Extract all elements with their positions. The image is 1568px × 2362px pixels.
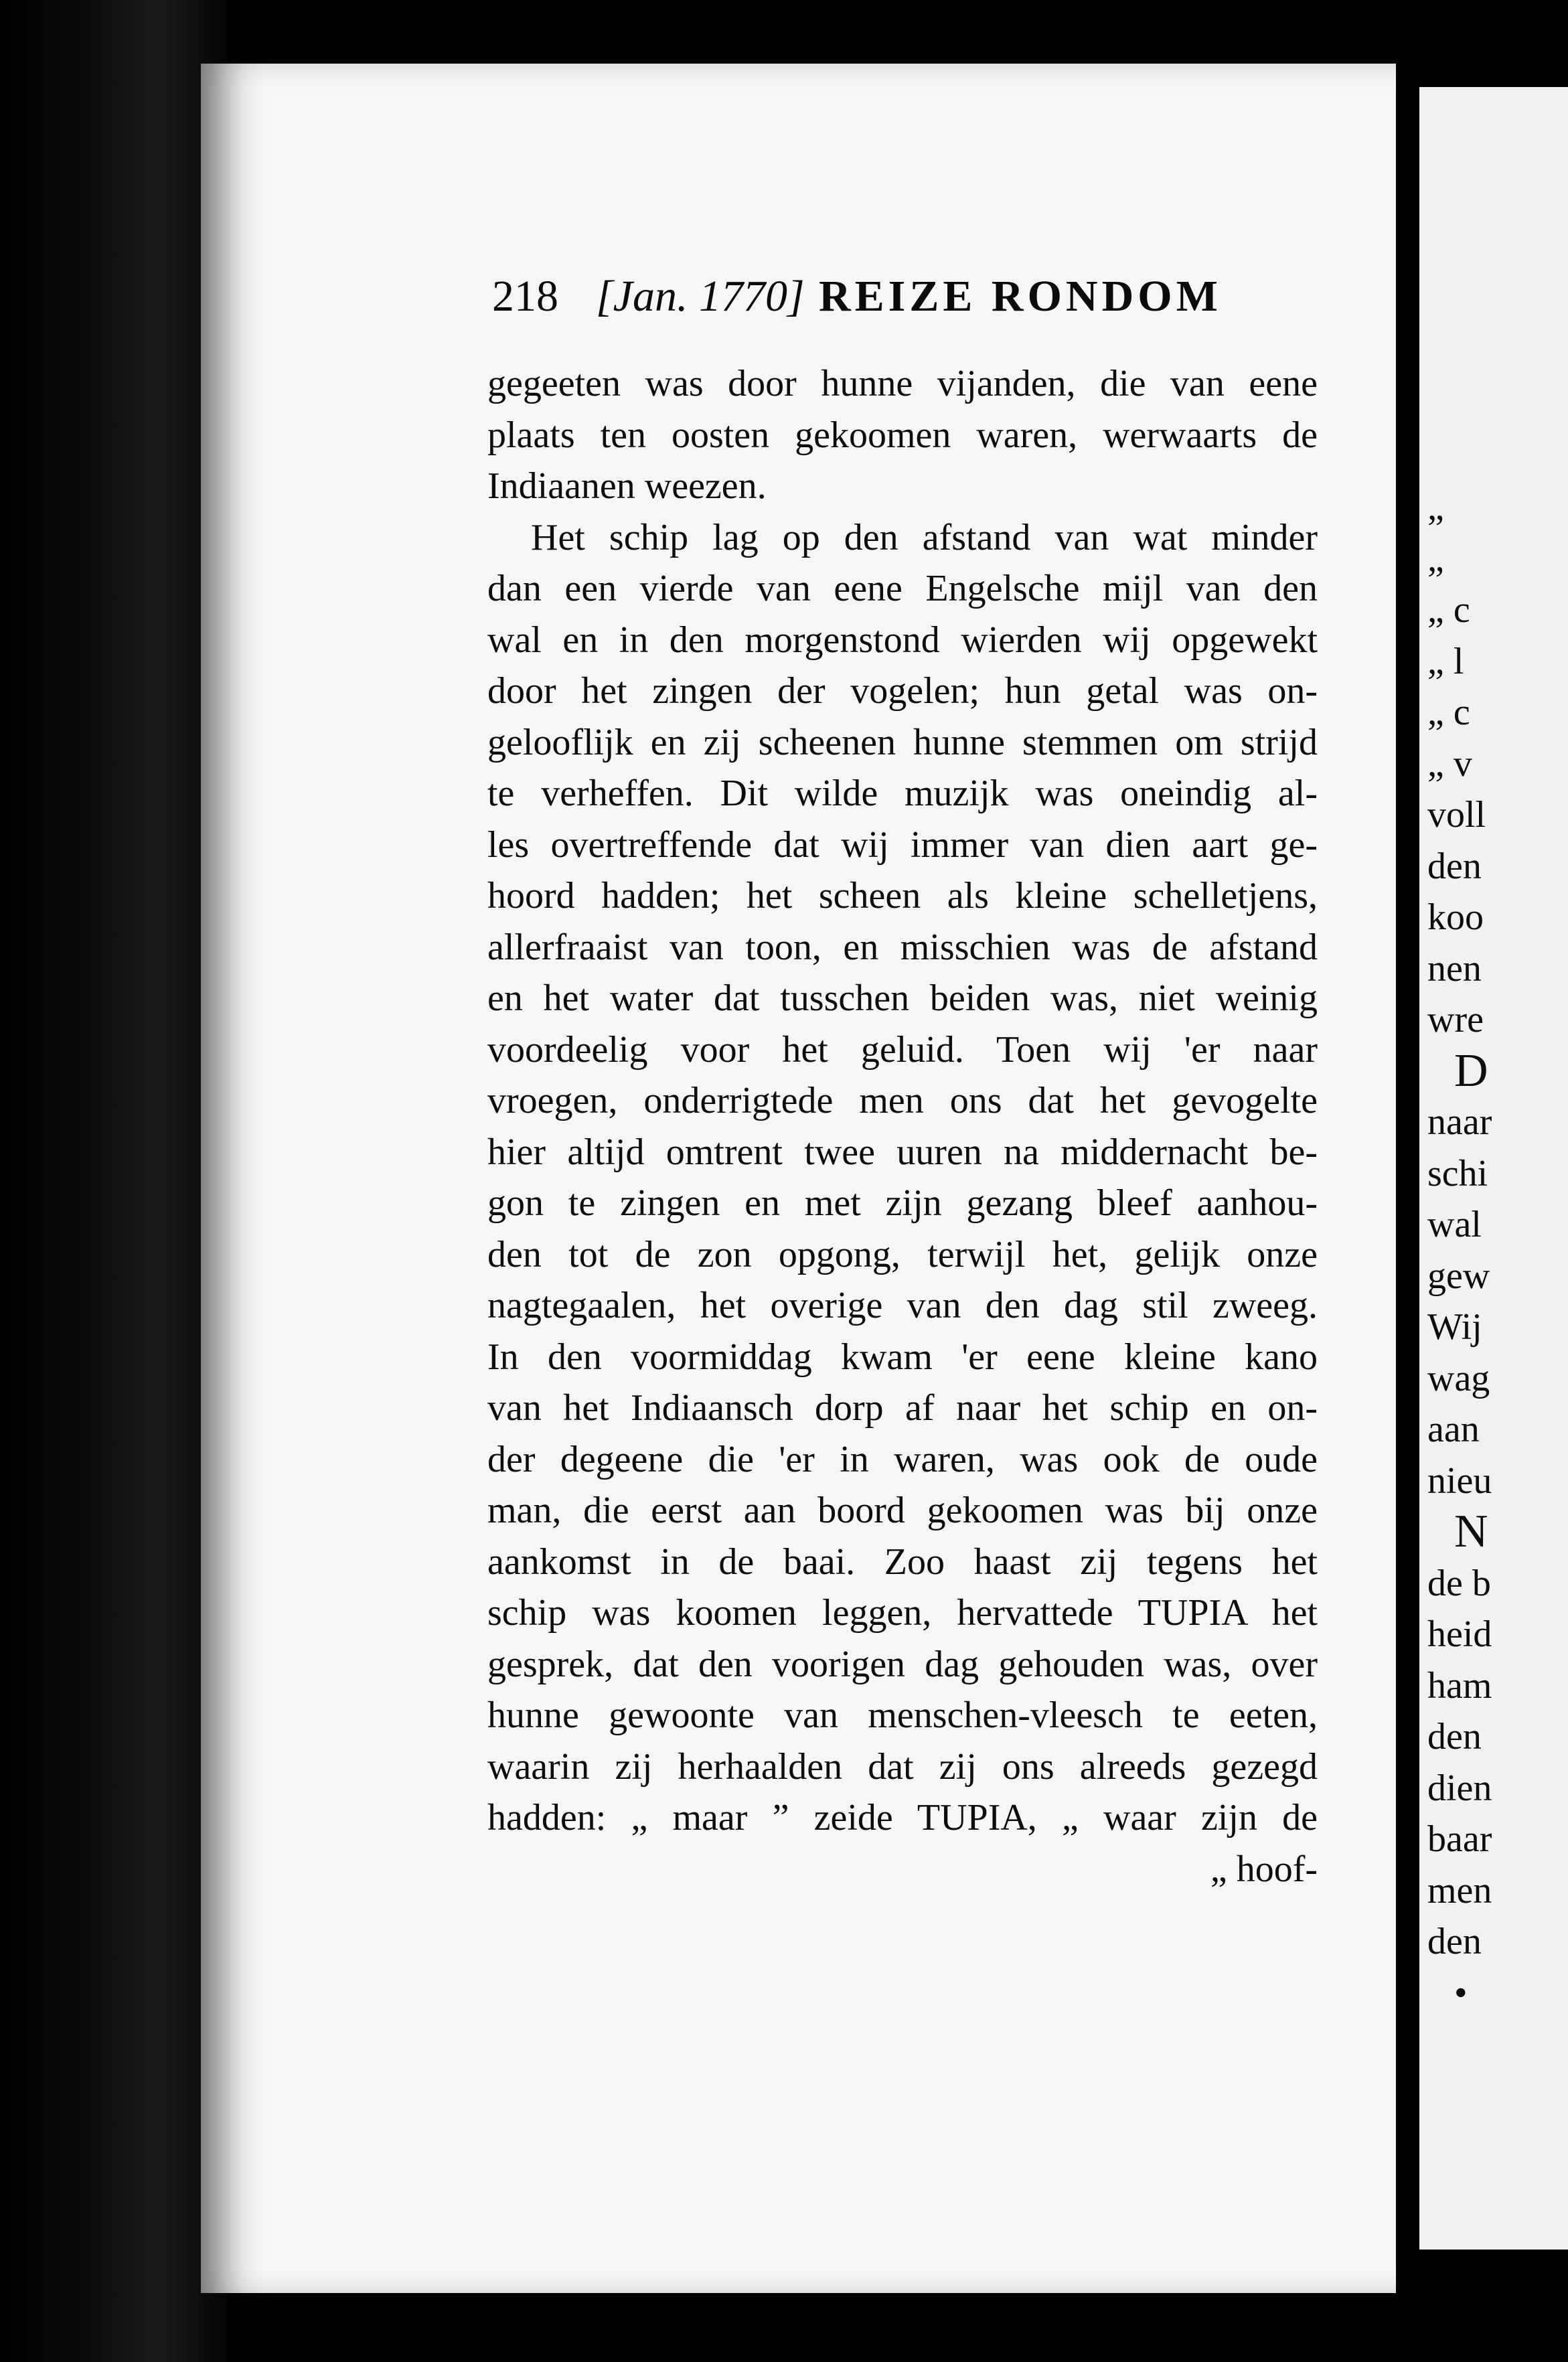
text-line: hoord hadden; het scheen als kleine schelletjens, (487, 875, 1318, 917)
text-line: door het zingen der vogelen; hun getal was on- (487, 670, 1318, 712)
facing-line: wal (1427, 1204, 1482, 1245)
facing-line: dien (1427, 1767, 1492, 1809)
text-line: hier altijd omtrent twee uuren na middernacht be- (487, 1131, 1318, 1173)
facing-line: aan (1427, 1409, 1480, 1450)
facing-line: baar (1427, 1818, 1492, 1860)
text-line: les overtreffende dat wij immer van dien aart ge- (487, 823, 1318, 866)
right-facing-page (1419, 87, 1568, 2250)
text-line: hunne gewoonte van menschen-vleesch te eeten, (487, 1695, 1318, 1736)
facing-line: N (1454, 1506, 1488, 1557)
facing-line: men (1427, 1869, 1492, 1911)
facing-line: wag (1427, 1357, 1490, 1399)
text-line: gon te zingen en met zijn gezang bleef aanhou- (487, 1182, 1318, 1224)
facing-line: • (1454, 1972, 1468, 2014)
facing-line: D (1454, 1044, 1488, 1097)
facing-line: „ v (1427, 742, 1472, 785)
text-line: te verheffen. Dit wilde muzijk was oneindig al- (487, 773, 1318, 814)
facing-line: koo (1427, 896, 1484, 938)
text-line: hadden: „ maar ” zeide TUPIA, „ waar zijn de (487, 1797, 1318, 1838)
text-line: der degeene die 'er in waren, was ook de oude (487, 1438, 1318, 1480)
text-line: van het Indiaansch dorp af naar het schip en on- (487, 1387, 1318, 1429)
page-number: 218 (492, 272, 558, 321)
facing-line: de b (1427, 1562, 1491, 1604)
text-line: den tot de zon opgong, terwijl het, gelijk onze (487, 1233, 1318, 1275)
facing-line: „ c (1427, 589, 1470, 631)
text-line: wal en in den morgenstond wierden wij opgewekt (487, 619, 1318, 661)
facing-line: „ (1427, 487, 1444, 528)
text-line: man, die eerst aan boord gekoomen was bij onze (487, 1490, 1318, 1531)
facing-line: wre (1427, 999, 1484, 1040)
running-header (492, 271, 1316, 345)
facing-page-text (1427, 382, 1568, 2019)
text-line: Indiaanen weezen. (487, 465, 767, 507)
facing-line: schi (1427, 1152, 1488, 1194)
facing-line: „ c (1427, 692, 1470, 733)
text-line: aankomst in de baai. Zoo haast zij tegens het (487, 1541, 1318, 1583)
text-line: schip was koomen leggen, hervattede TUPIA het (487, 1592, 1318, 1634)
facing-line: den (1427, 1716, 1482, 1757)
text-line: voordeelig voor het geluid. Toen wij 'er naar (487, 1028, 1318, 1071)
facing-line: nieu (1427, 1460, 1492, 1502)
text-line: waarin zij herhaalden dat zij ons alreeds gezegd (487, 1745, 1318, 1788)
facing-line: den (1427, 1921, 1482, 1962)
book-binding-edge (0, 0, 228, 2362)
text-line: en het water dat tusschen beiden was, niet weinig (487, 977, 1318, 1019)
text-line: nagtegaalen, het overige van den dag stil zweeg. (487, 1285, 1318, 1326)
facing-line: „ l (1427, 640, 1464, 682)
text-line: vroegen, onderrigtede men ons dat het gevogelte (487, 1080, 1318, 1121)
text-line: In den voormiddag kwam 'er eene kleine kano (487, 1336, 1318, 1378)
facing-line: „ (1427, 538, 1444, 580)
header-date: [Jan. 1770] (596, 272, 805, 321)
facing-line: den (1427, 845, 1482, 887)
text-line: Het schip lag op den afstand van wat minder (531, 516, 1318, 558)
text-line: gesprek, dat den voorigen dag gehouden was, over (487, 1643, 1318, 1685)
facing-line: heid (1427, 1613, 1492, 1655)
catchword: „ hoof- (1210, 1848, 1318, 1890)
page-body-text (487, 358, 1318, 1895)
facing-line: nen (1427, 947, 1482, 990)
facing-line: ham (1427, 1664, 1492, 1707)
facing-line: voll (1427, 794, 1486, 836)
text-line: gegeeten was door hunne vijanden, die van eene (487, 363, 1318, 404)
text-line: gelooflijk en zij scheenen hunne stemmen om strijd (487, 721, 1318, 763)
facing-line: gew (1427, 1255, 1490, 1297)
facing-line: Wij (1427, 1306, 1482, 1348)
text-line: plaats ten oosten gekoomen waren, werwaarts de (487, 414, 1318, 456)
text-line: allerfraaist van toon, en misschien was de afstand (487, 926, 1318, 968)
facing-line: naar (1427, 1101, 1492, 1143)
running-title: REIZE RONDOM (819, 272, 1222, 321)
page-gutter (1396, 0, 1423, 2362)
text-line: dan een vierde van eene Engelsche mijl van den (487, 568, 1318, 609)
